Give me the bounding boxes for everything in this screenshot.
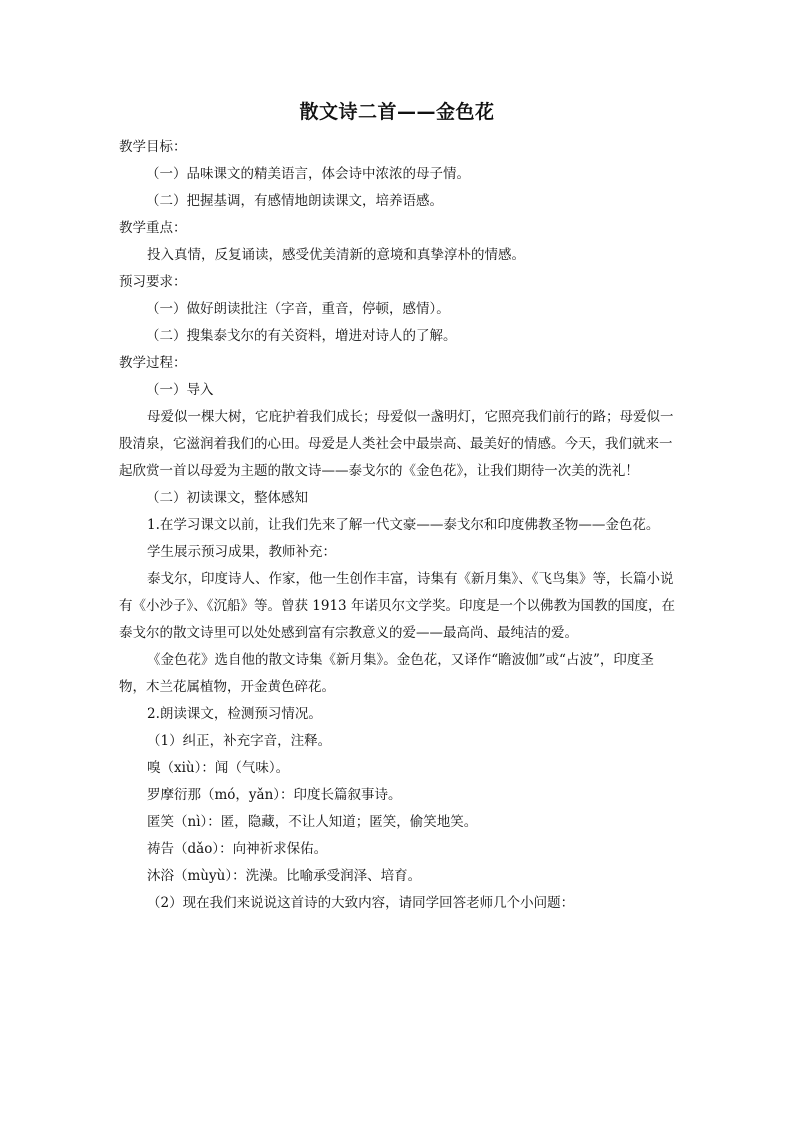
paragraph: （1）纠正，补充字音，注释。 (147, 733, 332, 749)
paragraph: 匿笑（nì）：匿，隐藏，不让人知道；匿笑，偷笑地笑。 (147, 814, 478, 830)
paragraph: 1.在学习课文以前，让我们先来了解一代文豪——泰戈尔和印度佛教圣物——金色花。 (147, 517, 660, 533)
paragraph: （2）现在我们来说说这首诗的大致内容，请同学回答老师几个小问题： (147, 895, 575, 911)
paragraph: 教学目标： (119, 139, 187, 155)
paragraph: （一）导入 (146, 382, 214, 398)
paragraph: 投入真情，反复诵读，感受优美清新的意境和真挚淳朴的情感。 (147, 247, 525, 263)
paragraph: （二）把握基调，有感情地朗读课文，培养语感。 (146, 193, 443, 209)
paragraph: 嗅（xiù）：闻（气味）。 (147, 760, 290, 776)
paragraph: （二）初读课文，整体感知 (146, 490, 308, 506)
paragraph: 预习要求： (119, 274, 187, 290)
paragraph: 祷告（dǎo）：向神祈求保佑。 (147, 841, 328, 857)
paragraph: 泰戈尔，印度诗人、作家，他一生创作丰富，诗集有《新月集》、《飞鸟集》等，长篇小说有《小沙子》、《沉船》等。曾获 1913 年诺贝尔文学奖。印度是一个以佛教为国教的国度，在泰戈尔的散文诗里可以处处感到富有宗教意义的爱——最高尚、最纯洁的爱。 (119, 571, 675, 641)
paragraph: 教学重点： (119, 220, 187, 236)
paragraph: （一）品味课文的精美语言，体会诗中浓浓的母子情。 (146, 166, 470, 182)
paragraph: 罗摩衍那（mó，yǎn）：印度长篇叙事诗。 (147, 787, 402, 803)
paragraph: 沐浴（mùyù）：洗澡。比喻承受润泽、培育。 (147, 868, 422, 884)
document-body (119, 134, 675, 917)
paragraph: 2.朗读课文，检测预习情况。 (147, 706, 322, 722)
document-title: 散文诗二首——金色花 (299, 101, 495, 123)
paragraph: 《金色花》选自他的散文诗集《新月集》。金色花，又译作“瞻波伽”或“占波”，印度圣物，木兰花属植物，开金黄色碎花。 (119, 652, 654, 695)
paragraph: 教学过程： (119, 355, 187, 371)
paragraph: 学生展示预习成果，教师补充： (147, 544, 336, 560)
paragraph: （一）做好朗读批注（字音，重音，停顿，感情）。 (146, 301, 450, 317)
paragraph: （二）搜集泰戈尔的有关资料，增进对诗人的了解。 (146, 328, 457, 344)
paragraph: 母爱似一棵大树，它庇护着我们成长；母爱似一盏明灯，它照亮我们前行的路；母爱似一股清泉，它滋润着我们的心田。母爱是人类社会中最崇高、最美好的情感。今天，我们就来一起欣赏一首以母爱为主题的散文诗——泰戈尔的《金色花》，让我们期待一次美的洗礼！ (119, 409, 674, 479)
